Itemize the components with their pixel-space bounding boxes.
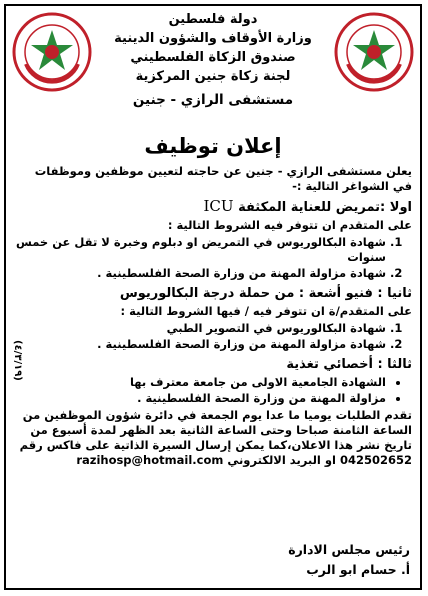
ad-body	[14, 164, 412, 468]
list-item: • الشهادة الجامعية الاولى من جامعة معترف بها	[14, 375, 386, 390]
side-note: (٤/٣/١٩)	[12, 340, 23, 381]
advertisement-page	[4, 4, 422, 590]
signature-title: رئيس مجلس الادارة	[288, 542, 410, 557]
signature-block	[288, 540, 410, 580]
icu-label: ICU	[203, 197, 234, 215]
list-item: • مزاولة المهنة من وزارة الصحة الفلسطينية .	[14, 391, 386, 406]
section-2-list	[14, 321, 412, 352]
section-2-heading: ثانيا : فنيو أشعة : من حملة درجة البكالوريوس	[119, 286, 412, 301]
signature-name: أ. حسام ابو الرب	[306, 562, 410, 577]
ministry-name: وزارة الأوقاف والشؤون الدينية	[114, 31, 312, 46]
section-1-heading: اولا :تمريض للعناية المكثفة ICU	[203, 197, 412, 215]
section-1-list	[14, 235, 412, 281]
list-item: 2. شهادة مزاولة المهنة من وزارة الصحة الفلسطينية .	[14, 337, 386, 352]
committee-name: لجنة زكاة جنين المركزية	[135, 69, 291, 84]
zakat-committee-logo-icon	[12, 12, 92, 92]
page-title: إعلان توظيف	[144, 134, 282, 158]
email-address[interactable]: razihosp@hotmail.com	[76, 453, 224, 467]
section-3-heading: ثالثا : أخصائي تغذية	[286, 357, 412, 372]
hospital-name: مستشفى الرازي - جنين	[132, 92, 294, 108]
section-2-conditions-intro: على المتقدم/ة ان تتوفر فيه / فيها الشروط التالية :	[120, 304, 412, 318]
letterhead	[96, 10, 330, 111]
fund-name: صندوق الزكاة الفلسطيني	[130, 50, 296, 65]
closing-text: تقدم الطلبات يوميا ما عدا يوم الجمعة في دائرة شؤون الموظفين من الساعة الثامنة صباحا وحتى الساعة الثانية بعد الظهر لمدة أسبوع من تاريخ نشر هذا الاعلان،كما يمكن إرسال السيرة الذاتية على فاكس رقم 042502652 او البريد الالكتروني razihosp@hotmail.com	[19, 408, 412, 467]
list-item: 1. شهادة البكالوريوس في التصوير الطبي	[14, 321, 386, 336]
section-1-conditions-intro: على المتقدم ان تتوفر فيه الشروط التالية :	[167, 218, 412, 232]
zakat-committee-logo-icon	[334, 12, 414, 92]
state-name: دولة فلسطين	[168, 12, 258, 27]
list-item: 1. شهادة البكالوريوس في التمريض او دبلوم وخبرة لا تقل عن خمس سنوات	[14, 235, 386, 265]
section-3-list	[14, 375, 412, 406]
intro-text: يعلن مستشفى الرازي - جنين عن حاجته لتعيين موظفين وموظفات في الشواغر التالية :-	[34, 164, 412, 193]
list-item: 2. شهادة مزاولة المهنة من وزارة الصحة الفلسطينية .	[14, 266, 386, 281]
